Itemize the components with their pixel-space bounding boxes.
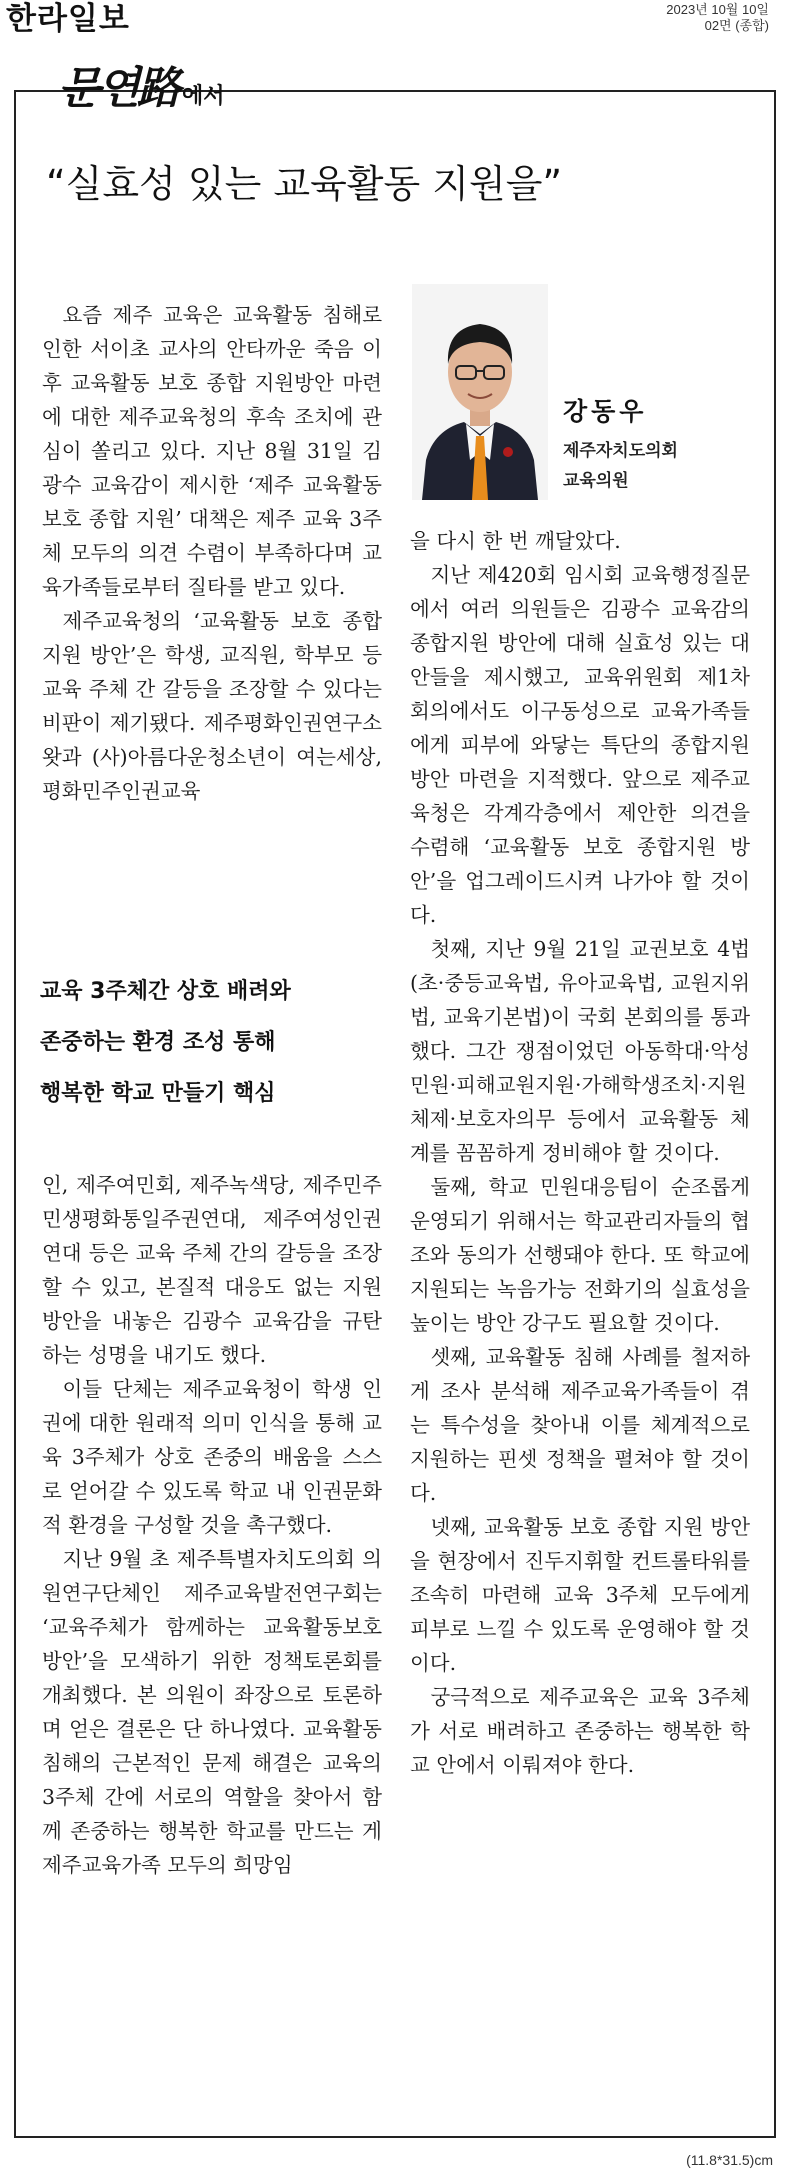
subheading-line: 존중하는 환경 조성 통해 [40,1030,276,1055]
author-title-line: 제주자치도의회 [563,441,678,461]
paragraph: 요즘 제주 교육은 교육활동 침해로 인한 서이초 교사의 안타까운 죽음 이후 교육활동 보호 종합 지원방안 마련에 대한 제주교육청의 후속 조치에 관심이 쏠리고 있다. 지난 8월 31일 김광수 교육감이 제시한 ‘제주 교육활동 보호 종합 지원’ 대책은 제주 교육 3주체 모두의 의견 수렴이 부족하다며 교육가족들로부터 질타를 받고 있다. [42,303,382,599]
paragraph: 넷째, 교육활동 보호 종합 지원 방안을 현장에서 진두지휘할 컨트롤타워를 조속히 마련해 교육 3주체 모두에게 피부로 느낄 수 있도록 운영해야 할 것이다. [410,1515,750,1675]
subheading-line: 행복한 학교 만들기 핵심 [40,1081,276,1106]
headline: “실효성 있는 교육활동 지원을” [46,162,563,206]
publication-date: 2023년 10월 10일 [666,2,769,17]
left-column-bottom [42,1168,382,1882]
right-column [410,524,750,1782]
paragraph: 셋째, 교육활동 침해 사례를 철저하게 조사 분석해 제주교육가족들이 겪는 특수성을 찾아내 이를 체계적으로 지원하는 핀셋 정책을 펼쳐야 할 것이다. [410,1345,750,1505]
subheading [40,966,386,1119]
publication-date-block [666,2,769,34]
author-photo [412,284,548,500]
section-logo-main: 문연路 [58,63,179,114]
paragraph: 제주교육청의 ‘교육활동 보호 종합 지원 방안’은 학생, 교직원, 학부모 등 교육 주체 간 갈등을 조장할 수 있다는 비판이 제기됐다. 제주평화인권연구소 왓과 (사)아름다운청소년이 여는세상, 평화민주인권교육 [42,609,382,803]
paragraph: 궁극적으로 제주교육은 교육 3주체가 서로 배려하고 존중하는 행복한 학교 안에서 이뤄져야 한다. [410,1685,750,1777]
masthead [0,0,787,40]
paragraph: 첫째, 지난 9월 21일 교권보호 4법(초·중등교육법, 유아교육법, 교원지위법, 교육기본법)이 국회 본회의를 통과했다. 그간 쟁점이었던 아동학대·악성민원·피해교원지원·가해학생조치·지원체제·보호자의무 등에서 교육활동 체계를 꼼꼼하게 정비해야 할 것이다. [410,937,750,1165]
paragraph: 지난 9월 초 제주특별자치도의회 의원연구단체인 제주교육발전연구회는 ‘교육주체가 함께하는 교육활동보호 방안’을 모색하기 위한 정책토론회를 개최했다. 본 의원이 좌장으로 토론하며 얻은 결론은 단 하나였다. 교육활동 침해의 근본적인 문제 해결은 교육의 3주체 간에 서로의 역할을 찾아서 함께 존중하는 행복한 학교를 만드는 게 제주교육가족 모두의 희망임 [42,1547,382,1877]
section-logo-suffix: 에서 [182,84,225,109]
author-name: 강동우 [563,397,648,426]
paragraph: 이들 단체는 제주교육청이 학생 인권에 대한 원래적 의미 인식을 통해 교육 3주체가 상호 존중의 배움을 스스로 얻어갈 수 있도록 학교 내 인권문화적 환경을 구성할 것을 촉구했다. [42,1377,382,1537]
author-title-line: 교육의원 [563,471,629,491]
newspaper-name: 한라일보 [6,1,130,37]
author-portrait-icon [412,284,548,500]
page-number: 02면 (종합) [704,18,769,33]
subheading-line: 교육 3주체간 상호 배려와 [40,979,291,1004]
author-title [563,436,753,496]
paragraph: 지난 제420회 임시회 교육행정질문에서 여러 의원들은 김광수 교육감의 종합지원 방안에 대해 실효성 있는 대안들을 제시했고, 교육위원회 제1차 회의에서도 이구동성으로 교육가족들에게 피부에 와닿는 특단의 종합지원 방안 마련을 지적했다. 앞으로 제주교육청은 각계각층에서 제안한 의견을 수렴해 ‘교육활동 보호 종합지원 방안’을 업그레이드시켜 나가야 할 것이다. [410,563,750,927]
paragraph: 둘째, 학교 민원대응팀이 순조롭게 운영되기 위해서는 학교관리자들의 협조와 동의가 선행돼야 한다. 또 학교에 지원되는 녹음가능 전화기의 실효성을 높이는 방안 강구도 필요할 것이다. [410,1175,750,1335]
paragraph: 을 다시 한 번 깨달았다. [410,529,621,553]
left-column-top [42,298,382,808]
clipping-size-note: (11.8*31.5)cm [686,2152,773,2168]
section-logo [58,64,225,124]
paragraph: 인, 제주여민회, 제주녹색당, 제주민주민생평화통일주권연대, 제주여성인권연대 등은 교육 주체 간의 갈등을 조장할 수 있고, 본질적 대응도 없는 지원 방안을 내놓은 김광수 교육감을 규탄하는 성명을 내기도 했다. [42,1173,382,1367]
